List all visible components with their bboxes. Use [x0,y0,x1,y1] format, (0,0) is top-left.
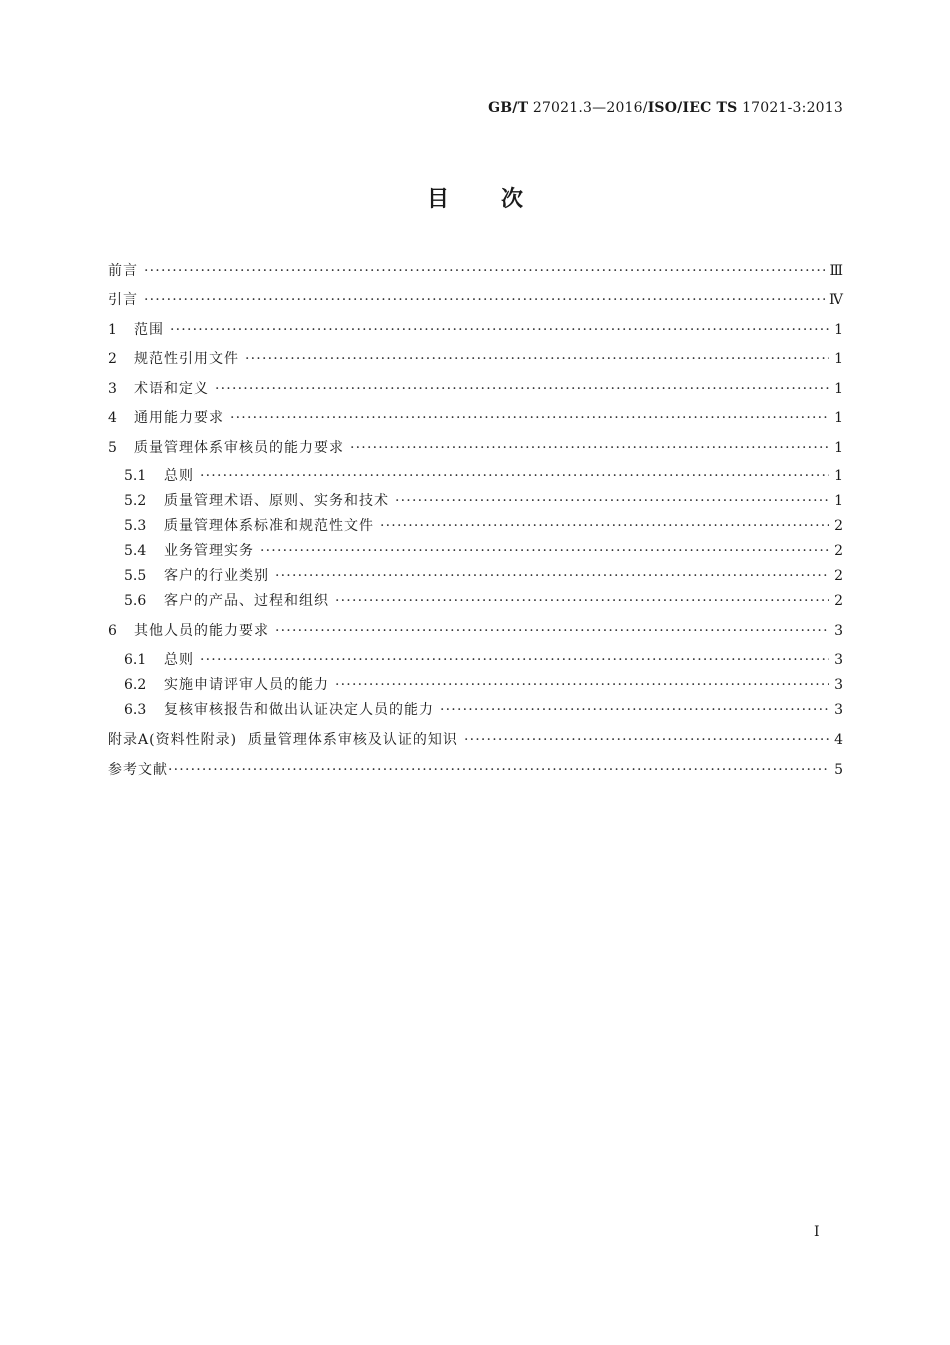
toc-page: 4 [834,732,843,748]
toc-page: 5 [834,762,843,778]
toc-label: 质量管理体系标准和规范性文件 [164,518,374,534]
iso-prefix: ISO/IEC TS [647,100,738,116]
toc-label: 总则 [164,468,194,484]
toc-page: 1 [834,351,843,367]
toc-number: 2 [108,351,117,367]
toc-label: 规范性引用文件 [134,351,239,367]
toc-page: 1 [834,493,843,509]
toc-leader [275,621,829,641]
toc-label: 参考文献 [108,762,168,778]
standard-prefix: GB/T [488,100,529,116]
toc-leader [144,261,825,281]
toc-entry-foreword[interactable] [108,261,843,281]
toc-leader [168,760,829,780]
iso-number: 17021-3:2013 [737,100,843,116]
toc-entry-5-6[interactable] [108,591,843,611]
toc-leader [230,408,829,428]
toc-label: 复核审核报告和做出认证决定人员的能力 [164,702,434,718]
toc-page: 2 [834,518,843,534]
toc-number: 5.2 [124,493,147,509]
toc-leader [350,438,829,458]
toc-number: 4 [108,410,117,426]
toc-entry-4[interactable] [108,408,843,428]
title-char-2: 次 [501,187,524,212]
toc-label: 总则 [164,652,194,668]
toc-leader [335,675,829,695]
toc-page: 1 [834,381,843,397]
toc-entry-1[interactable] [108,320,843,340]
toc-page: 1 [834,440,843,456]
toc-number: 6 [108,623,117,639]
toc-label: 前言 [108,263,138,279]
page-title [0,182,950,213]
toc-number: 6.2 [124,677,147,693]
toc-page: 1 [834,468,843,484]
standard-number: 27021.3—2016/ [528,100,648,116]
toc-entry-6[interactable] [108,621,843,641]
toc-label: 客户的行业类别 [164,568,269,584]
toc-entry-references[interactable] [108,760,843,780]
toc-page: Ⅲ [829,263,843,279]
toc-label: 附录A(资料性附录) 质量管理体系审核及认证的知识 [108,732,458,748]
toc-page: 2 [834,543,843,559]
toc-number: 5.6 [124,593,147,609]
toc-entry-6-1[interactable] [108,650,843,670]
toc-leader [200,466,829,486]
toc-label: 质量管理体系审核员的能力要求 [134,440,344,456]
toc-entry-5[interactable] [108,438,843,458]
toc-page: 1 [834,410,843,426]
toc-label: 客户的产品、过程和组织 [164,593,329,609]
toc-leader [144,290,825,310]
toc-label: 实施申请评审人员的能力 [164,677,329,693]
toc-number: 6.3 [124,702,147,718]
toc-entry-5-3[interactable] [108,516,843,536]
toc-number: 6.1 [124,652,147,668]
toc-leader [170,320,829,340]
toc-page: Ⅳ [829,292,843,308]
toc-page: 2 [834,593,843,609]
toc-entry-2[interactable] [108,349,843,369]
toc-page: 3 [834,702,843,718]
toc-entry-5-1[interactable] [108,466,843,486]
toc-entry-5-4[interactable] [108,541,843,561]
toc-number: 5.5 [124,568,147,584]
toc-label: 术语和定义 [134,381,209,397]
toc-number: 1 [108,322,117,338]
toc-page: 2 [834,568,843,584]
document-code-header [488,100,843,116]
toc-leader [260,541,829,561]
toc-leader [275,566,829,586]
toc-leader [245,349,829,369]
toc-entry-annex-a[interactable] [108,730,843,750]
toc-label: 引言 [108,292,138,308]
toc-entry-5-2[interactable] [108,491,843,511]
toc-entry-5-5[interactable] [108,566,843,586]
toc-label: 质量管理术语、原则、实务和技术 [164,493,389,509]
toc-leader [395,491,829,511]
toc-number: 5.4 [124,543,147,559]
toc-number: 5.1 [124,468,147,484]
toc-number: 3 [108,381,117,397]
toc-page: 1 [834,322,843,338]
toc-page: 3 [834,623,843,639]
toc-label: 其他人员的能力要求 [134,623,269,639]
toc-leader [335,591,829,611]
toc-label: 通用能力要求 [134,410,224,426]
toc-entry-6-3[interactable] [108,700,843,720]
toc-page: 3 [834,652,843,668]
toc-leader [440,700,829,720]
toc-number: 5 [108,440,117,456]
title-char-1: 目 [426,187,449,212]
toc-number: 5.3 [124,518,147,534]
toc-entry-3[interactable] [108,379,843,399]
toc-page: 3 [834,677,843,693]
toc-entry-introduction[interactable] [108,290,843,310]
toc-leader [215,379,829,399]
toc-leader [380,516,829,536]
toc-label: 业务管理实务 [164,543,254,559]
toc-label: 范围 [134,322,164,338]
toc-leader [464,730,829,750]
page-number: I [814,1224,820,1240]
toc-leader [200,650,829,670]
toc-entry-6-2[interactable] [108,675,843,695]
